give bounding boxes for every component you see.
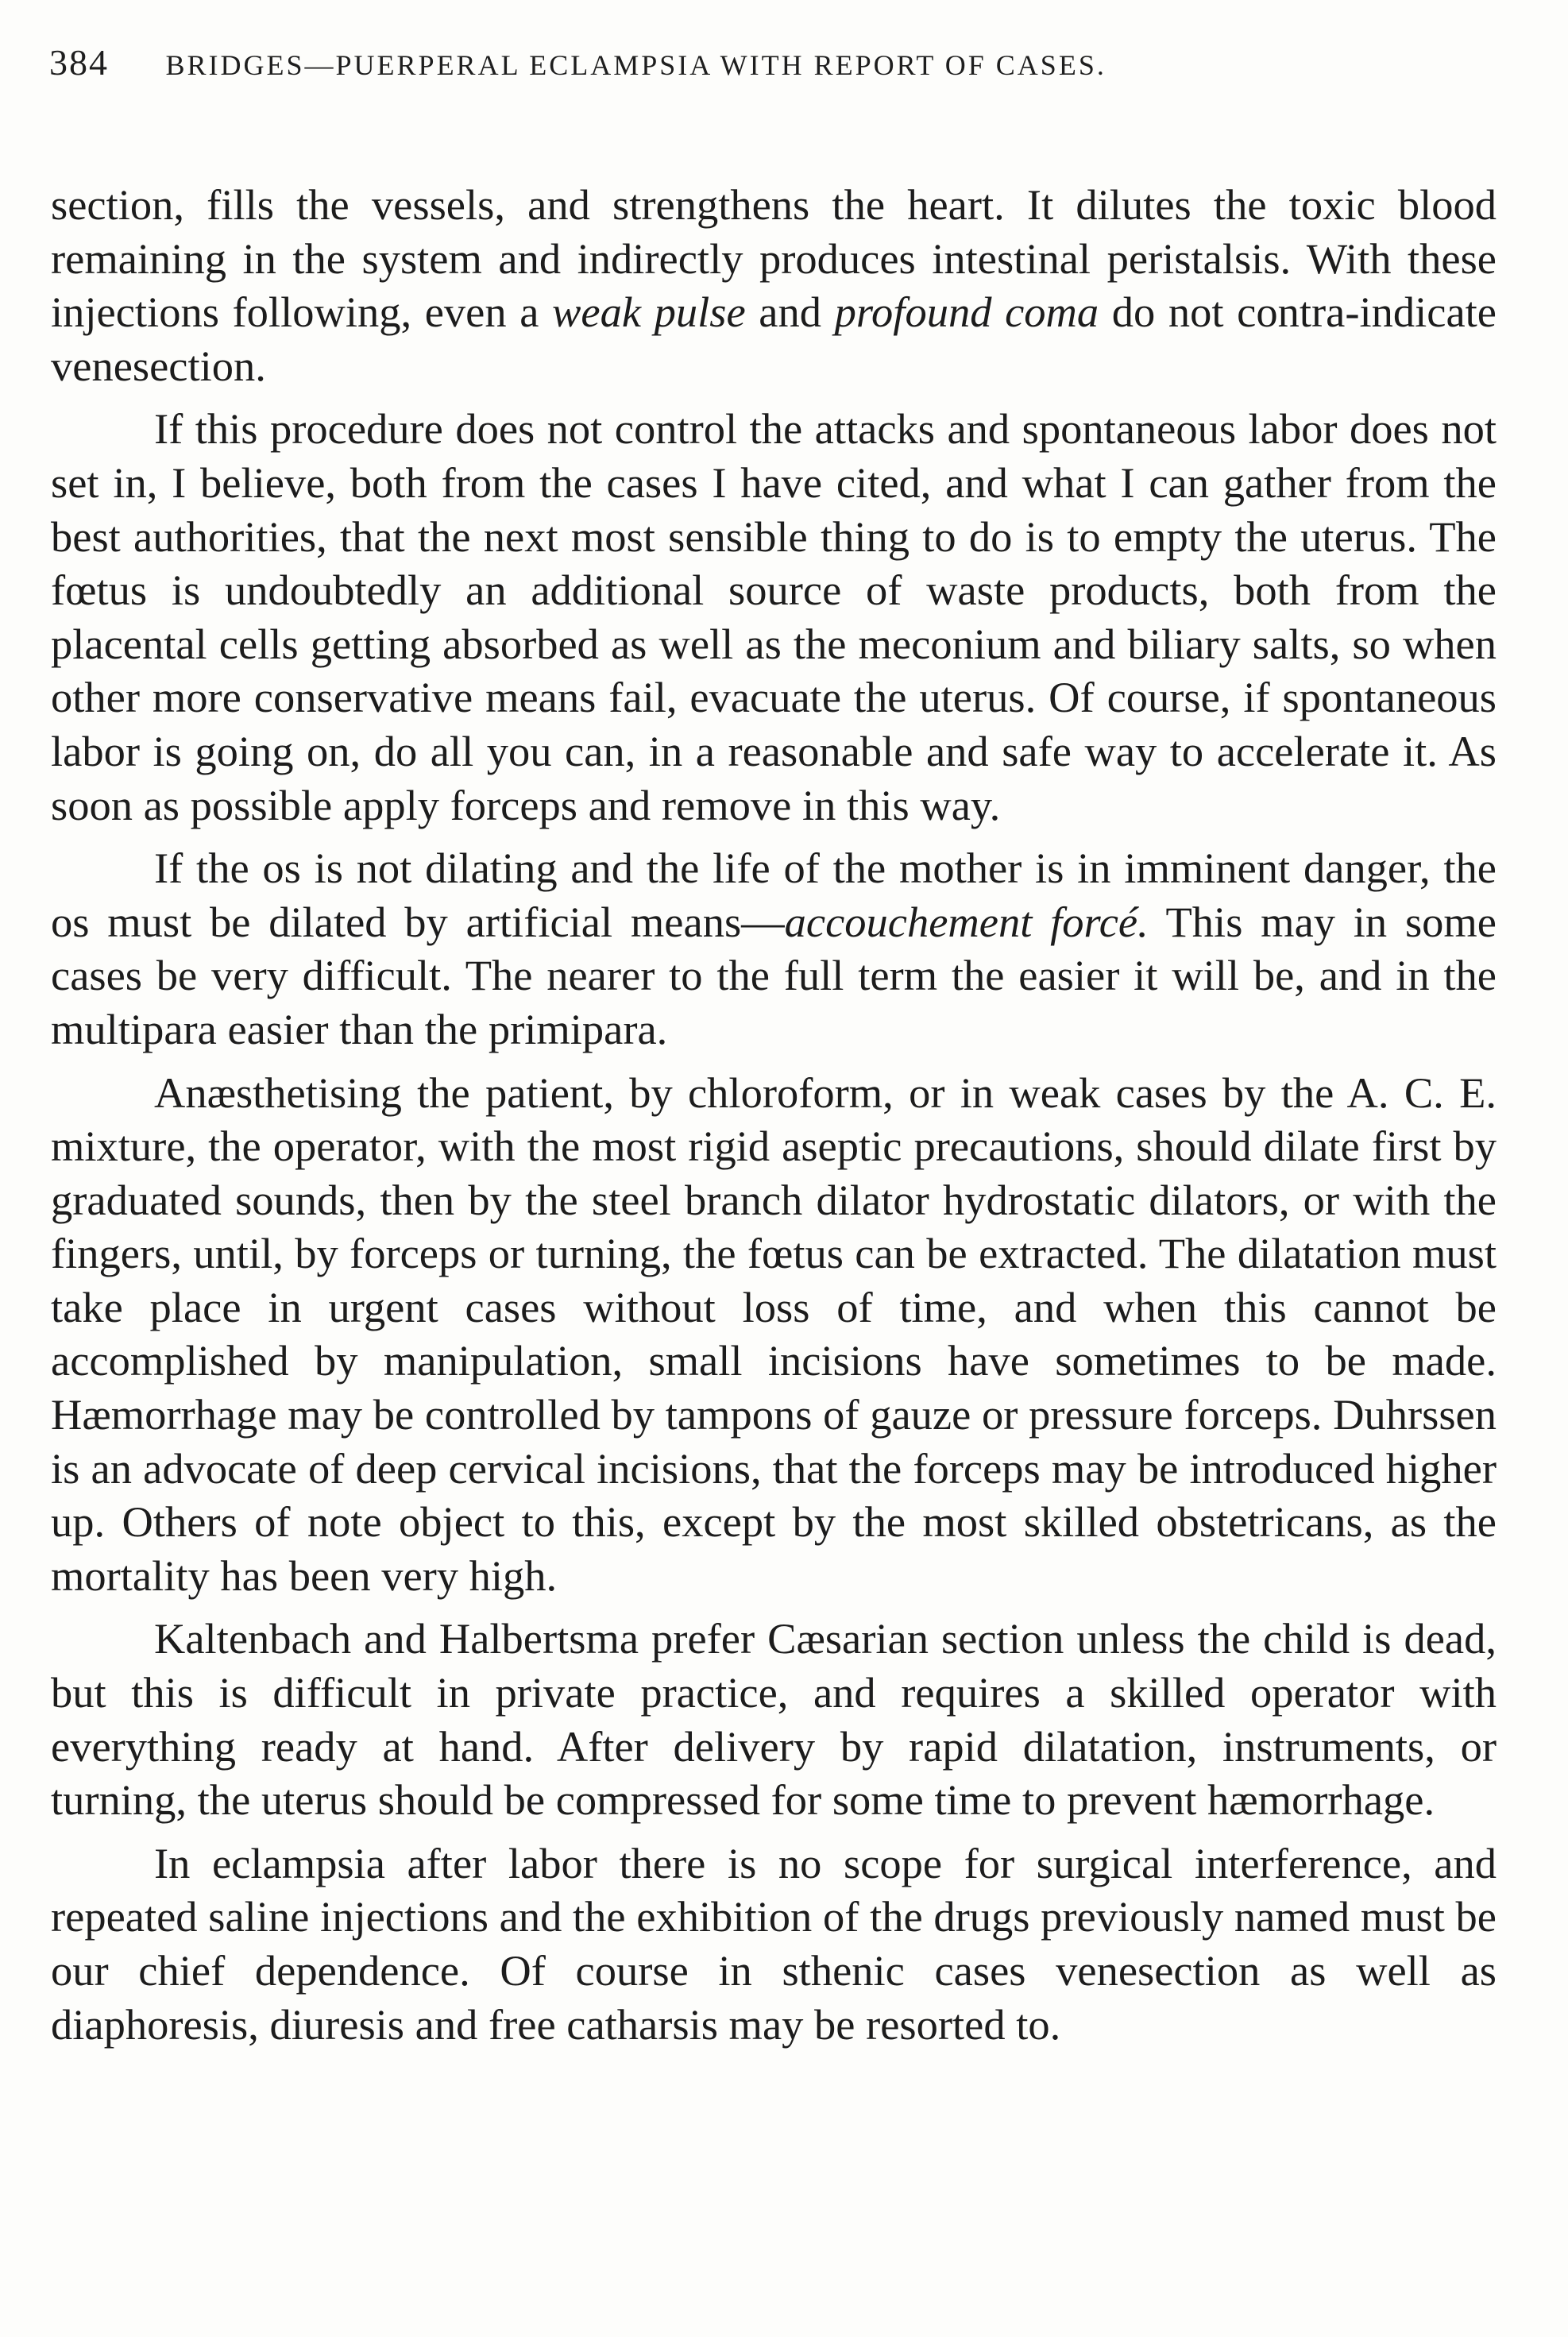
body-text <box>51 178 1497 2051</box>
paragraph-text: In eclampsia after labor there is no scope for surgical interference, and repeated saline injections and the exhibition of the drugs previously named must be our chief dependence. Of course in sthenic cases venesection as well as diaphoresis, diuresis and free catharsis may be resorted to. <box>51 1838 1497 2049</box>
italic-phrase: weak pulse <box>552 288 746 337</box>
paragraph-3 <box>51 841 1497 1056</box>
running-head <box>49 41 1503 113</box>
running-title: BRIDGES—PUERPERAL ECLAMPSIA WITH REPORT OF CASES. <box>165 49 1106 81</box>
paragraph-text: do not contra-indicate venesection. <box>51 288 1497 390</box>
paragraph-2 <box>51 402 1497 832</box>
paragraph-6 <box>51 1837 1497 2051</box>
paragraph-text: If this procedure does not control the attacks and spontaneous labor does not set in, I believe, both from the cases I have cited, and what I can gather from the best authorities, that the next most sensible thing to do is to empty the uterus. The fœtus is undoubtedly an additional source of waste products, both from the placental cells getting absorbed as well as the meconium and biliary salts, so when other more conservative means fail, evacuate the uterus. Of course, if spontaneous labor is going on, do all you can, in a reasonable and safe way to accelerate it. As soon as possible apply forceps and remove in this way. <box>51 404 1497 829</box>
paragraph-1 <box>51 178 1497 392</box>
page-number: 384 <box>49 42 109 83</box>
paragraph-text: and <box>745 288 835 337</box>
paragraph-text: This may in some cases be very difficult. The nearer to the full term the easier it will be, and in the multipara easier than the primipara. <box>51 897 1497 1053</box>
paragraph-4 <box>51 1066 1497 1603</box>
paragraph-text: Kaltenbach and Halbertsma prefer Cæsarian section unless the child is dead, but this is difficult in private practice, and requires a skilled operator with everything ready at hand. After delivery by rapid dilatation, instruments, or turning, the uterus should be compressed for some time to prevent hæmorrhage. <box>51 1614 1497 1825</box>
paragraph-5 <box>51 1612 1497 1826</box>
paragraph-text: If the os is not dilating and the life of the mother is in imminent danger, the os must be dilated by artificial means— <box>51 844 1497 946</box>
italic-phrase: profound coma <box>834 288 1099 337</box>
italic-phrase: accouchement forcé. <box>784 897 1149 946</box>
paragraph-text: Anæsthetising the patient, by chloroform, or in weak cases by the A. C. E. mixture, the operator, with the most rigid aseptic precautions, should dilate first by graduated sounds, then by the steel branch dilator hydrostatic dilators, or with the fingers, until, by forceps or turning, the fœtus can be extracted. The dilatation must take place in urgent cases without loss of time, and when this cannot be accomplished by manipulation, small incisions have sometimes to be made. Hæmorrhage may be controlled by tampons of gauze or pressure forceps. Duhrssen is an advocate of deep cervical incisions, that the forceps may be introduced higher up. Others of note object to this, except by the most skilled obstetricans, as the mortality has been very high. <box>51 1068 1497 1600</box>
paragraph-text: section, fills the vessels, and strengthens the heart. It dilutes the toxic blood remaining in the system and indirectly produces intestinal peristalsis. With these injections following, even a <box>51 180 1497 337</box>
